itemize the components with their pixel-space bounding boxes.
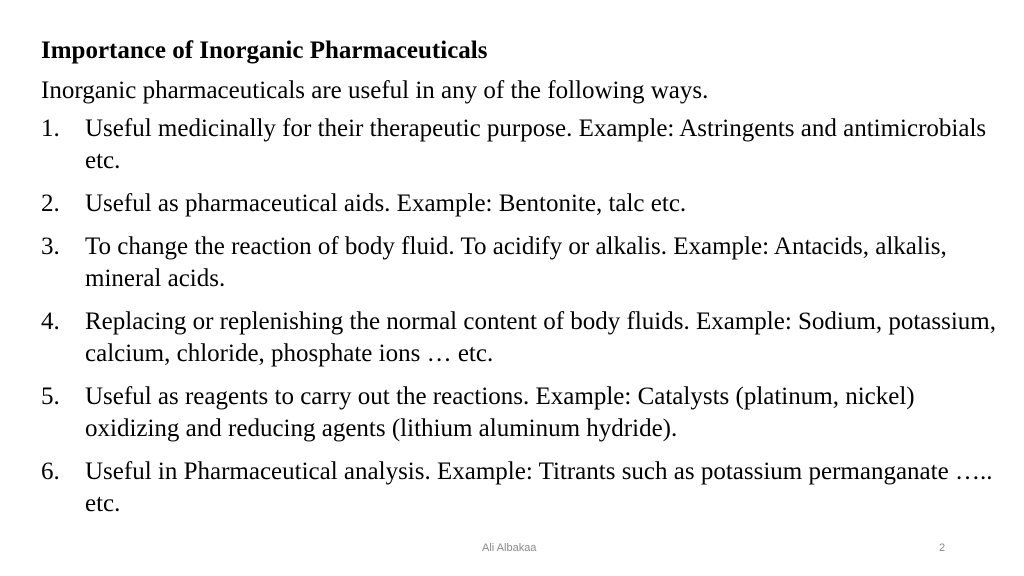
list-item-number: 1. — [41, 115, 60, 142]
page-number: 2 — [939, 542, 946, 554]
list-item-number: 6. — [41, 458, 60, 485]
list-item — [41, 188, 1001, 220]
list-item-text: Replacing or replenishing the normal content of body fluids. Example: Sodium, potassium, calcium, chloride, phosphate ions … etc. — [85, 308, 996, 367]
list-item-number: 3. — [41, 233, 60, 260]
list-item — [41, 381, 1001, 445]
list-item-text: Useful as pharmaceutical aids. Example: Bentonite, talc etc. — [85, 190, 687, 217]
list-item-number: 2. — [41, 190, 60, 217]
intro-text: Inorganic pharmaceuticals are useful in any of the following ways. — [41, 77, 709, 104]
list-item-text: Useful in Pharmaceutical analysis. Example: Titrants such as potassium permanganate ….. etc. — [85, 458, 993, 517]
list-item — [41, 456, 1001, 520]
slide-content — [41, 34, 1001, 531]
numbered-list — [41, 113, 1001, 520]
list-item-number: 5. — [41, 383, 60, 410]
list-item — [41, 113, 1001, 177]
list-item-text: To change the reaction of body fluid. To acidify or alkalis. Example: Antacids, alkalis, mineral acids. — [85, 233, 947, 292]
slide-title: Importance of Inorganic Pharmaceuticals — [41, 37, 488, 64]
list-item-text: Useful medicinally for their therapeutic purpose. Example: Astringents and antimicrobials etc. — [85, 115, 987, 174]
list-item-number: 4. — [41, 308, 60, 335]
list-item-text: Useful as reagents to carry out the reactions. Example: Catalysts (platinum, nickel) oxidizing and reducing agents (lithium aluminum hydride). — [85, 383, 915, 442]
list-item — [41, 231, 1001, 295]
footer-author: Ali Albakaa — [482, 542, 537, 554]
list-item — [41, 306, 1001, 370]
